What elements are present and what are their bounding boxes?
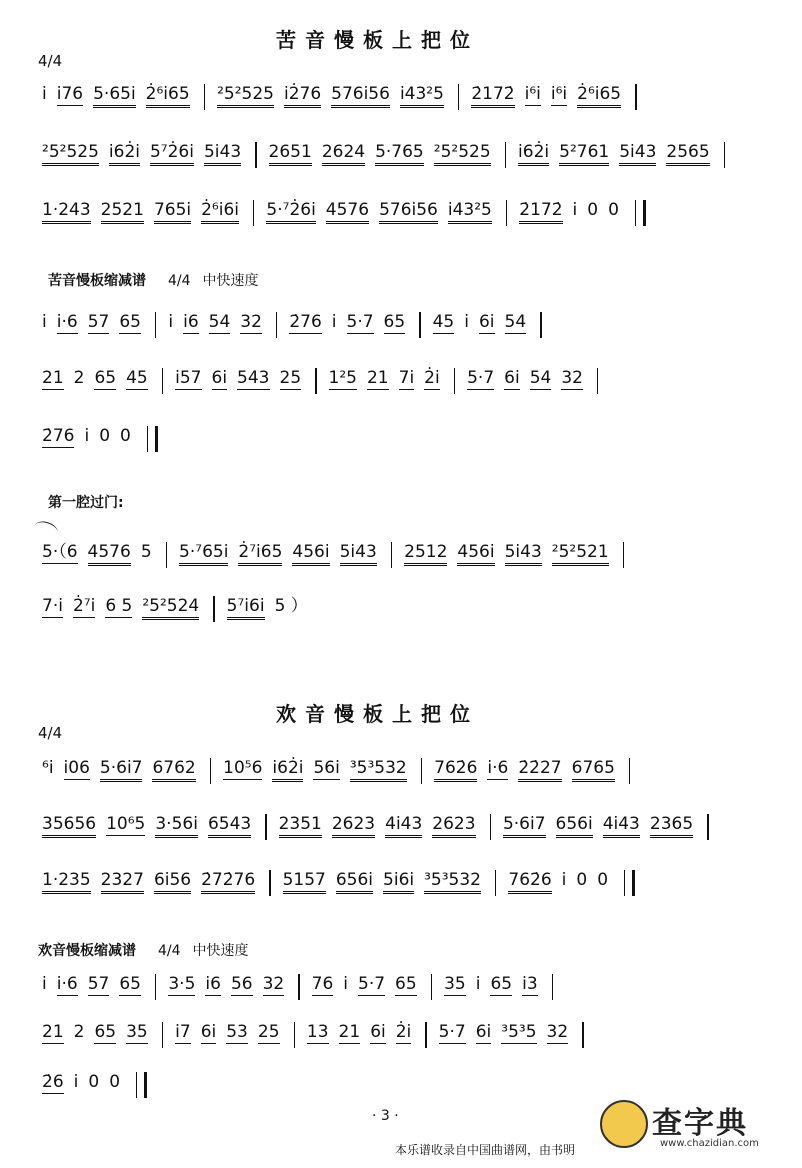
note-group: i [42,974,47,994]
note-group: 6i56 [154,870,191,894]
note-group: i [42,312,47,332]
barline [298,974,299,1000]
note-group: 13 [306,1022,329,1042]
scholar-mascot-icon [600,1100,648,1148]
note-group: i43²5 [400,84,444,108]
note-group: 2 [73,1022,85,1042]
note-group: i [168,312,174,332]
logo-url: www.chazidian.com [660,1138,759,1149]
section4-line-1 [42,756,786,786]
note-group: 2̇i [395,1022,412,1042]
note-group: 576i56 [379,200,438,224]
note-group: ²5²524 [142,596,199,620]
note-group: 0 [576,870,588,890]
section3-line-2 [42,594,786,624]
note-group: 656i [336,870,373,894]
note-group: 0 [109,1072,121,1092]
barline [552,974,553,1000]
note-group: 5·7 [467,368,495,388]
note-group: 2651 [269,142,312,166]
note-group: 5i43 [204,142,241,166]
note-group: 2̇172̇ [519,200,562,224]
note-group: 0 [88,1072,100,1092]
notation-line [42,758,642,782]
section2-heading: 苦音慢板缩减谱 [48,273,146,289]
note-group: 21 [366,368,389,388]
note-group: 54 [529,368,552,388]
final-barline [635,200,646,226]
section4-line-2 [42,812,786,842]
note-group: 3·56i [155,814,198,838]
note-group: 5i43 [505,542,542,566]
section3-heading: 第一腔过门: [48,495,124,511]
note-group: i [561,870,567,890]
note-group: i [343,974,348,994]
note-group: 32 [546,1022,569,1042]
note-group: ²5²525 [42,142,99,166]
note-group: 5·65i [93,84,136,108]
note-group: 2365 [650,814,693,838]
note-group: 35 [444,974,466,994]
note-group: 54 [504,312,527,332]
note-group: 56i [313,758,340,778]
note-group: 3·5 [168,974,196,994]
note-group: 762̇6 [434,758,477,782]
note-group: ⁶i [42,758,54,778]
note-group: 765i [154,200,191,224]
section4-line-3 [42,868,786,898]
barline [623,542,624,568]
note-group: 65 [383,312,406,332]
note-group: i6 [205,974,221,994]
section3-line-1 [42,540,786,570]
barline [162,368,163,394]
note-group: 762̇6 [508,870,551,894]
note-group: 5·（6 [42,542,78,562]
note-group: 45 [126,368,148,388]
section1-title: 苦音慢板上把位 [276,28,479,52]
barline [155,974,156,1000]
final-barline [147,426,158,452]
note-group: 2̇⁷i [72,596,96,616]
note-group: 5157 [283,870,326,894]
note-group: 32 [561,368,583,388]
note-group: 2̇172̇ [471,84,514,108]
note-group: 4i43 [603,814,640,838]
note-group: i62̇i [272,758,303,782]
section5-meter: 4/4 [158,943,181,959]
note-group: 5⁷2̇6i [150,142,194,166]
note-group: 6i [504,368,520,388]
note-group: 21 [338,1022,361,1042]
note-group: 65 [119,974,141,994]
note-group: 2623 [432,814,475,838]
note-group: i⁶i [550,84,568,104]
note-group: 5⁷i6i [227,596,265,620]
note-group: ²5²525 [217,84,274,108]
notation-line [42,870,635,894]
note-group: 32 [240,312,262,332]
barline [276,312,277,338]
footer-text: 本乐谱收录自中国曲谱网，由书明 [395,1143,576,1157]
note-group: 2̇6 [42,1072,64,1092]
note-group: 5·7 [358,974,386,994]
notation-line [42,142,737,166]
note-group: i2̇76 [284,84,321,108]
note-group: 2̇⁶i65 [146,84,190,108]
note-group: 4i43 [385,814,422,838]
note-group: i43²5 [448,200,492,224]
barline [269,870,270,896]
note-group: 65 [395,974,417,994]
barline [253,200,254,226]
section2-heading-block [48,270,259,290]
final-barline [624,870,635,896]
note-group: 456i [457,542,494,566]
note-group: 57 [87,974,110,994]
note-group: 2512 [404,542,447,566]
barline [255,142,256,168]
barline [458,84,459,110]
section2-tempo: 中快速度 [202,273,259,289]
note-group: 7·i [42,596,63,616]
section5-line-2 [42,1020,786,1050]
note-group: i·6 [487,758,509,778]
note-group: i·6 [56,312,78,332]
note-group: i [73,1072,79,1092]
note-group: 6i [370,1022,386,1042]
note-group: 0 [587,200,599,220]
barline [454,368,455,394]
notation-line [42,814,721,838]
barline [204,84,205,110]
barline [421,758,422,784]
note-group: 0 [608,200,619,220]
page-number: · 3 · [372,1108,399,1124]
note-group: 57 [87,312,110,332]
note-group: 2 [73,368,85,388]
barline [597,368,598,394]
note-group: 32 [262,974,285,994]
section2-line-3 [42,424,786,454]
note-group: 2351 [279,814,322,838]
section2-meter: 4/4 [168,273,191,289]
note-group: 54 [208,312,231,332]
note-group: 5·7 [438,1022,466,1042]
note-group: ³5³532 [424,870,481,894]
note-group: 65 [119,312,141,332]
note-group: i [331,312,337,332]
note-group: 2521 [101,200,144,224]
note-group: 6543 [208,814,251,838]
notation-line [42,1072,147,1096]
note-group: ³5³5 [501,1022,537,1042]
note-group: 2̇2̇27 [518,758,561,782]
barline [294,1022,295,1048]
barline [315,368,316,394]
note-group: 2̇⁶i65 [577,84,621,108]
note-group: 543 [237,368,270,388]
barline [635,84,636,110]
barline [265,814,266,840]
note-group: 10⁶5 [106,814,146,834]
notation-line [42,368,610,392]
note-group: 6i [200,1022,217,1042]
barline [419,312,420,338]
section5-heading: 欢音慢板缩减谱 [38,943,136,959]
note-group: 7i [398,368,415,388]
logo-name: 查字典 [652,1106,748,1141]
note-group: 6765 [572,758,615,782]
barline [425,1022,426,1048]
note-group: 21 [42,1022,64,1042]
note-group: 0 [99,426,111,446]
barline [155,312,156,338]
note-group: 5·⁷2̇6i [266,200,315,224]
note-group: 6i [475,1022,492,1042]
barline [162,1022,163,1048]
note-group: i [572,200,578,220]
note-group: ²5²525 [434,142,491,166]
barline [582,1022,583,1048]
section1-line-2 [42,140,786,170]
notation-line [42,542,636,566]
note-group: i76 [56,84,84,104]
note-group: ²5²521 [552,542,609,566]
note-group: i·6 [56,974,78,994]
note-group: 65 [94,1022,117,1042]
section4-meter: 4/4 [38,724,63,742]
note-group: 5i43 [619,142,656,166]
barline [724,142,725,168]
note-group: 5·6i7 [100,758,143,782]
note-group: 1²5 [328,368,357,388]
note-group: 5 ） [274,596,308,616]
site-logo [600,1096,759,1152]
note-group: 56 [230,974,253,994]
notation-line [42,84,649,108]
note-group: i [84,426,90,446]
barline [210,758,211,784]
note-group: 5²761 [559,142,609,166]
notation-line [42,974,565,998]
notation-line [42,596,318,620]
section5-heading-block [38,940,249,960]
note-group: 10⁵6 [223,758,263,778]
note-group: 5i6i [383,870,414,894]
note-group: 2̇76 [289,312,322,332]
note-group: 65 [94,368,117,388]
barline [391,542,392,568]
section4-title: 欢音慢板上把位 [276,702,479,726]
section2-line-1 [42,310,786,340]
note-group: 5·765 [375,142,424,166]
note-group: 5·⁷65i [179,542,228,566]
note-group: 4576 [326,200,369,224]
note-group: 5 [140,542,152,562]
note-group: 4576 [88,542,131,566]
note-group: i⁶i [524,84,541,104]
note-group: 1·243 [42,200,91,224]
note-group: 576i56 [331,84,390,108]
notation-line [42,200,646,224]
section1-line-3 [42,198,786,228]
note-group: 2623 [332,814,375,838]
barline [490,814,491,840]
note-group: 76 [311,974,334,994]
note-group: 35 [126,1022,148,1042]
barline [707,814,708,840]
note-group: i [464,312,469,332]
slur-mark [32,519,59,541]
note-group: 2̇76 [42,426,75,446]
note-group: 25 [257,1022,280,1042]
section2-line-2 [42,366,786,396]
note-group: i6 [183,312,199,332]
note-group: 6i [478,312,495,332]
barline [540,312,541,338]
note-group: 6762 [152,758,195,782]
note-group: i7 [175,1022,191,1042]
note-group: 45 [432,312,455,332]
note-group: 5i43 [340,542,377,566]
note-group: 2̇⁶i6i [201,200,239,224]
note-group: 2̇72̇76 [201,870,255,894]
note-group: 5·6i7 [503,814,546,838]
note-group: ³5³532 [350,758,407,782]
note-group: 2327 [101,870,144,894]
barline [166,542,167,568]
section5-line-1 [42,972,786,1002]
note-group: 1·235 [42,870,91,894]
note-group: 2624 [322,142,365,166]
note-group: i3 [522,974,538,994]
final-barline [136,1072,147,1098]
barline [506,200,507,226]
note-group: 5·7 [346,312,374,332]
note-group: 0 [120,426,131,446]
section5-tempo: 中快速度 [192,943,249,959]
section1-line-1 [42,82,786,112]
barline [629,758,630,784]
note-group: i06 [63,758,90,778]
note-group: 2̇i [424,368,440,388]
notation-line [42,426,158,450]
note-group: i62̇i [109,142,140,166]
barline [495,870,496,896]
notation-line [42,312,554,336]
note-group: i62̇i [518,142,549,166]
note-group: 0 [597,870,609,890]
notation-line [42,1022,596,1046]
barline [505,142,506,168]
note-group: 656i [556,814,593,838]
note-group: 65 [490,974,513,994]
barline [431,974,432,1000]
note-group: 25 [279,368,302,388]
note-group: 456i [292,542,329,566]
note-group: 35656 [42,814,96,838]
note-group: i [475,974,481,994]
note-group: 21 [42,368,64,388]
note-group: 6 5 [105,596,133,616]
note-group: i [42,84,47,104]
note-group: 2565 [666,142,709,166]
note-group: 53 [226,1022,248,1042]
note-group: 2̇⁷i65 [238,542,282,566]
barline [213,596,214,622]
note-group: 6i [211,368,228,388]
note-group: i57 [175,368,202,388]
section1-meter: 4/4 [38,52,63,70]
